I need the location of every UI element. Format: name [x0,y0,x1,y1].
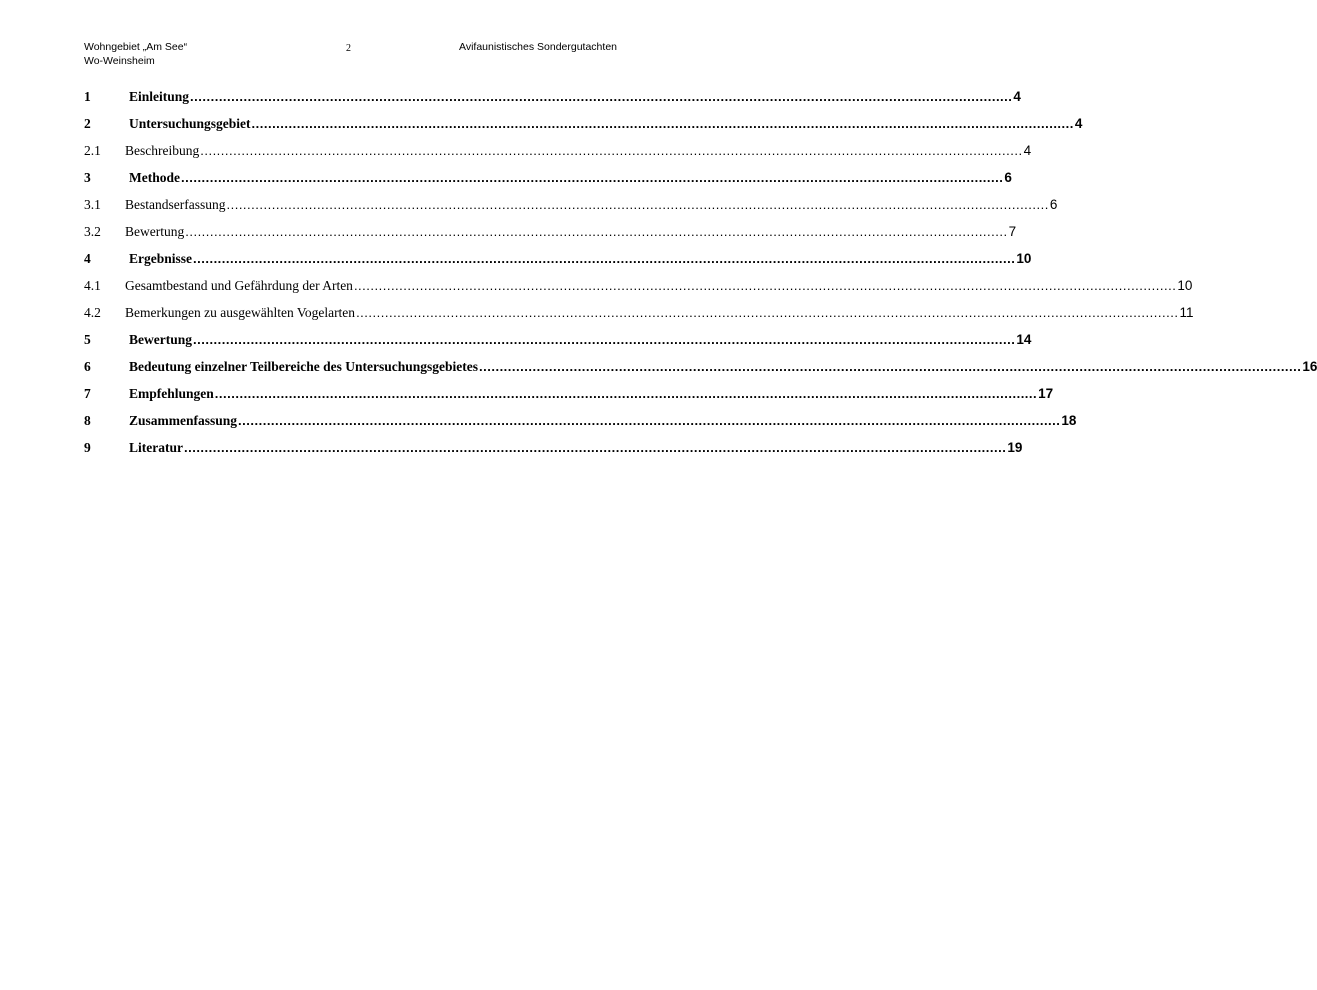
toc-entry-number: 4.2 [84,305,101,320]
toc-dot-leader: ........................................................................................................................................................................................................ [251,116,1074,131]
toc-entry-number: 4.1 [84,278,101,293]
toc-entry-title: Bestandserfassung [125,197,226,212]
toc-entry[interactable] [84,301,1194,321]
toc-entry-page: 4 [1074,116,1083,131]
toc-entry-page: 19 [1007,440,1023,455]
toc-entry-title: Gesamtbestand und Gefährdung der Arten [125,278,353,293]
toc-dot-leader: ........................................................................................................................................................................................................ [183,440,1007,455]
toc-entry-title: Empfehlungen [129,386,214,401]
toc-entry-page: 4 [1023,143,1032,158]
toc-entry-number: 3.2 [84,224,101,239]
toc-dot-leader: ........................................................................................................................................................................................................ [185,224,1008,239]
header-document-type: Avifaunistisches Sondergutachten [459,41,617,53]
toc-entry-title: Zusammenfassung [129,413,238,428]
toc-entry[interactable] [84,382,1054,402]
toc-entry[interactable] [84,193,1058,213]
toc-dot-leader: ........................................................................................................................................................................................................ [193,332,1016,347]
toc-entry-title: Bewertung [125,224,185,239]
toc-entry[interactable] [84,409,1077,429]
toc-entry-number: 9 [84,440,91,455]
toc-dot-leader: ........................................................................................................................................................................................................ [193,251,1016,266]
toc-entry-number: 2 [84,116,91,131]
toc-entry-page: 17 [1038,386,1054,401]
toc-entry-page: 10 [1177,278,1193,293]
toc-entry-title: Beschreibung [125,143,200,158]
toc-entry[interactable] [84,112,1083,132]
toc-entry-page: 6 [1049,197,1058,212]
toc-entry[interactable] [84,139,1032,159]
toc-entry-title: Bedeutung einzelner Teilbereiche des Untersuchungsgebietes [129,359,479,374]
toc-dot-leader: ........................................................................................................................................................................................................ [200,143,1023,158]
toc-entry-number: 2.1 [84,143,101,158]
toc-entry[interactable] [84,166,1012,186]
toc-entry-title: Ergebnisse [129,251,193,266]
toc-entry-number: 5 [84,332,91,347]
toc-entry[interactable] [84,436,1023,456]
toc-entry-number: 3 [84,170,91,185]
toc-entry-number: 1 [84,89,91,104]
toc-entry-title: Einleitung [129,89,190,104]
toc-entry-number: 4 [84,251,91,266]
toc-entry-page: 14 [1016,332,1032,347]
toc-entry-page: 10 [1016,251,1032,266]
toc-dot-leader: ........................................................................................................................................................................................................ [181,170,1004,185]
toc-entry-title: Bemerkungen zu ausgewählten Vogelarten [125,305,356,320]
toc-entry[interactable] [84,247,1032,267]
toc-entry[interactable] [84,85,1021,105]
toc-dot-leader: ........................................................................................................................................................................................................ [226,197,1049,212]
toc-entry-page: 6 [1004,170,1012,185]
toc-dot-leader: ........................................................................................................................................................................................................ [353,278,1177,293]
toc-entry-page: 11 [1179,305,1194,320]
toc-dot-leader: ........................................................................................................................................................................................................ [356,305,1179,320]
toc-entry-number: 6 [84,359,91,374]
toc-dot-leader: ........................................................................................................................................................................................................ [214,386,1038,401]
toc-entry[interactable] [84,220,1017,240]
toc-entry-title: Methode [129,170,180,185]
toc-entry-page: 16 [1302,359,1317,374]
toc-dot-leader: ........................................................................................................................................................................................................ [190,89,1013,104]
toc-entry[interactable] [84,274,1193,294]
toc-entry-page: 7 [1008,224,1017,239]
header-project-title: Wohngebiet „Am See“ [84,41,188,53]
toc-entry-number: 3.1 [84,197,101,212]
toc-entry[interactable] [84,355,1317,375]
header-page-number: 2 [346,43,351,54]
header-left [84,41,187,69]
toc-entry-title: Bewertung [129,332,192,347]
header-location: Wo-Weinsheim [84,55,155,67]
toc-entry[interactable] [84,328,1032,348]
toc-entry-number: 8 [84,413,91,428]
toc-dot-leader: ........................................................................................................................................................................................................ [238,413,1061,428]
toc-entry-title: Literatur [129,440,183,455]
toc-entry-number: 7 [84,386,91,401]
toc-entry-page: 18 [1061,413,1077,428]
toc-dot-leader: ........................................................................................................................................................................................................ [479,359,1302,374]
toc-entry-page: 4 [1013,89,1021,104]
toc-entry-title: Untersuchungsgebiet [129,116,251,131]
